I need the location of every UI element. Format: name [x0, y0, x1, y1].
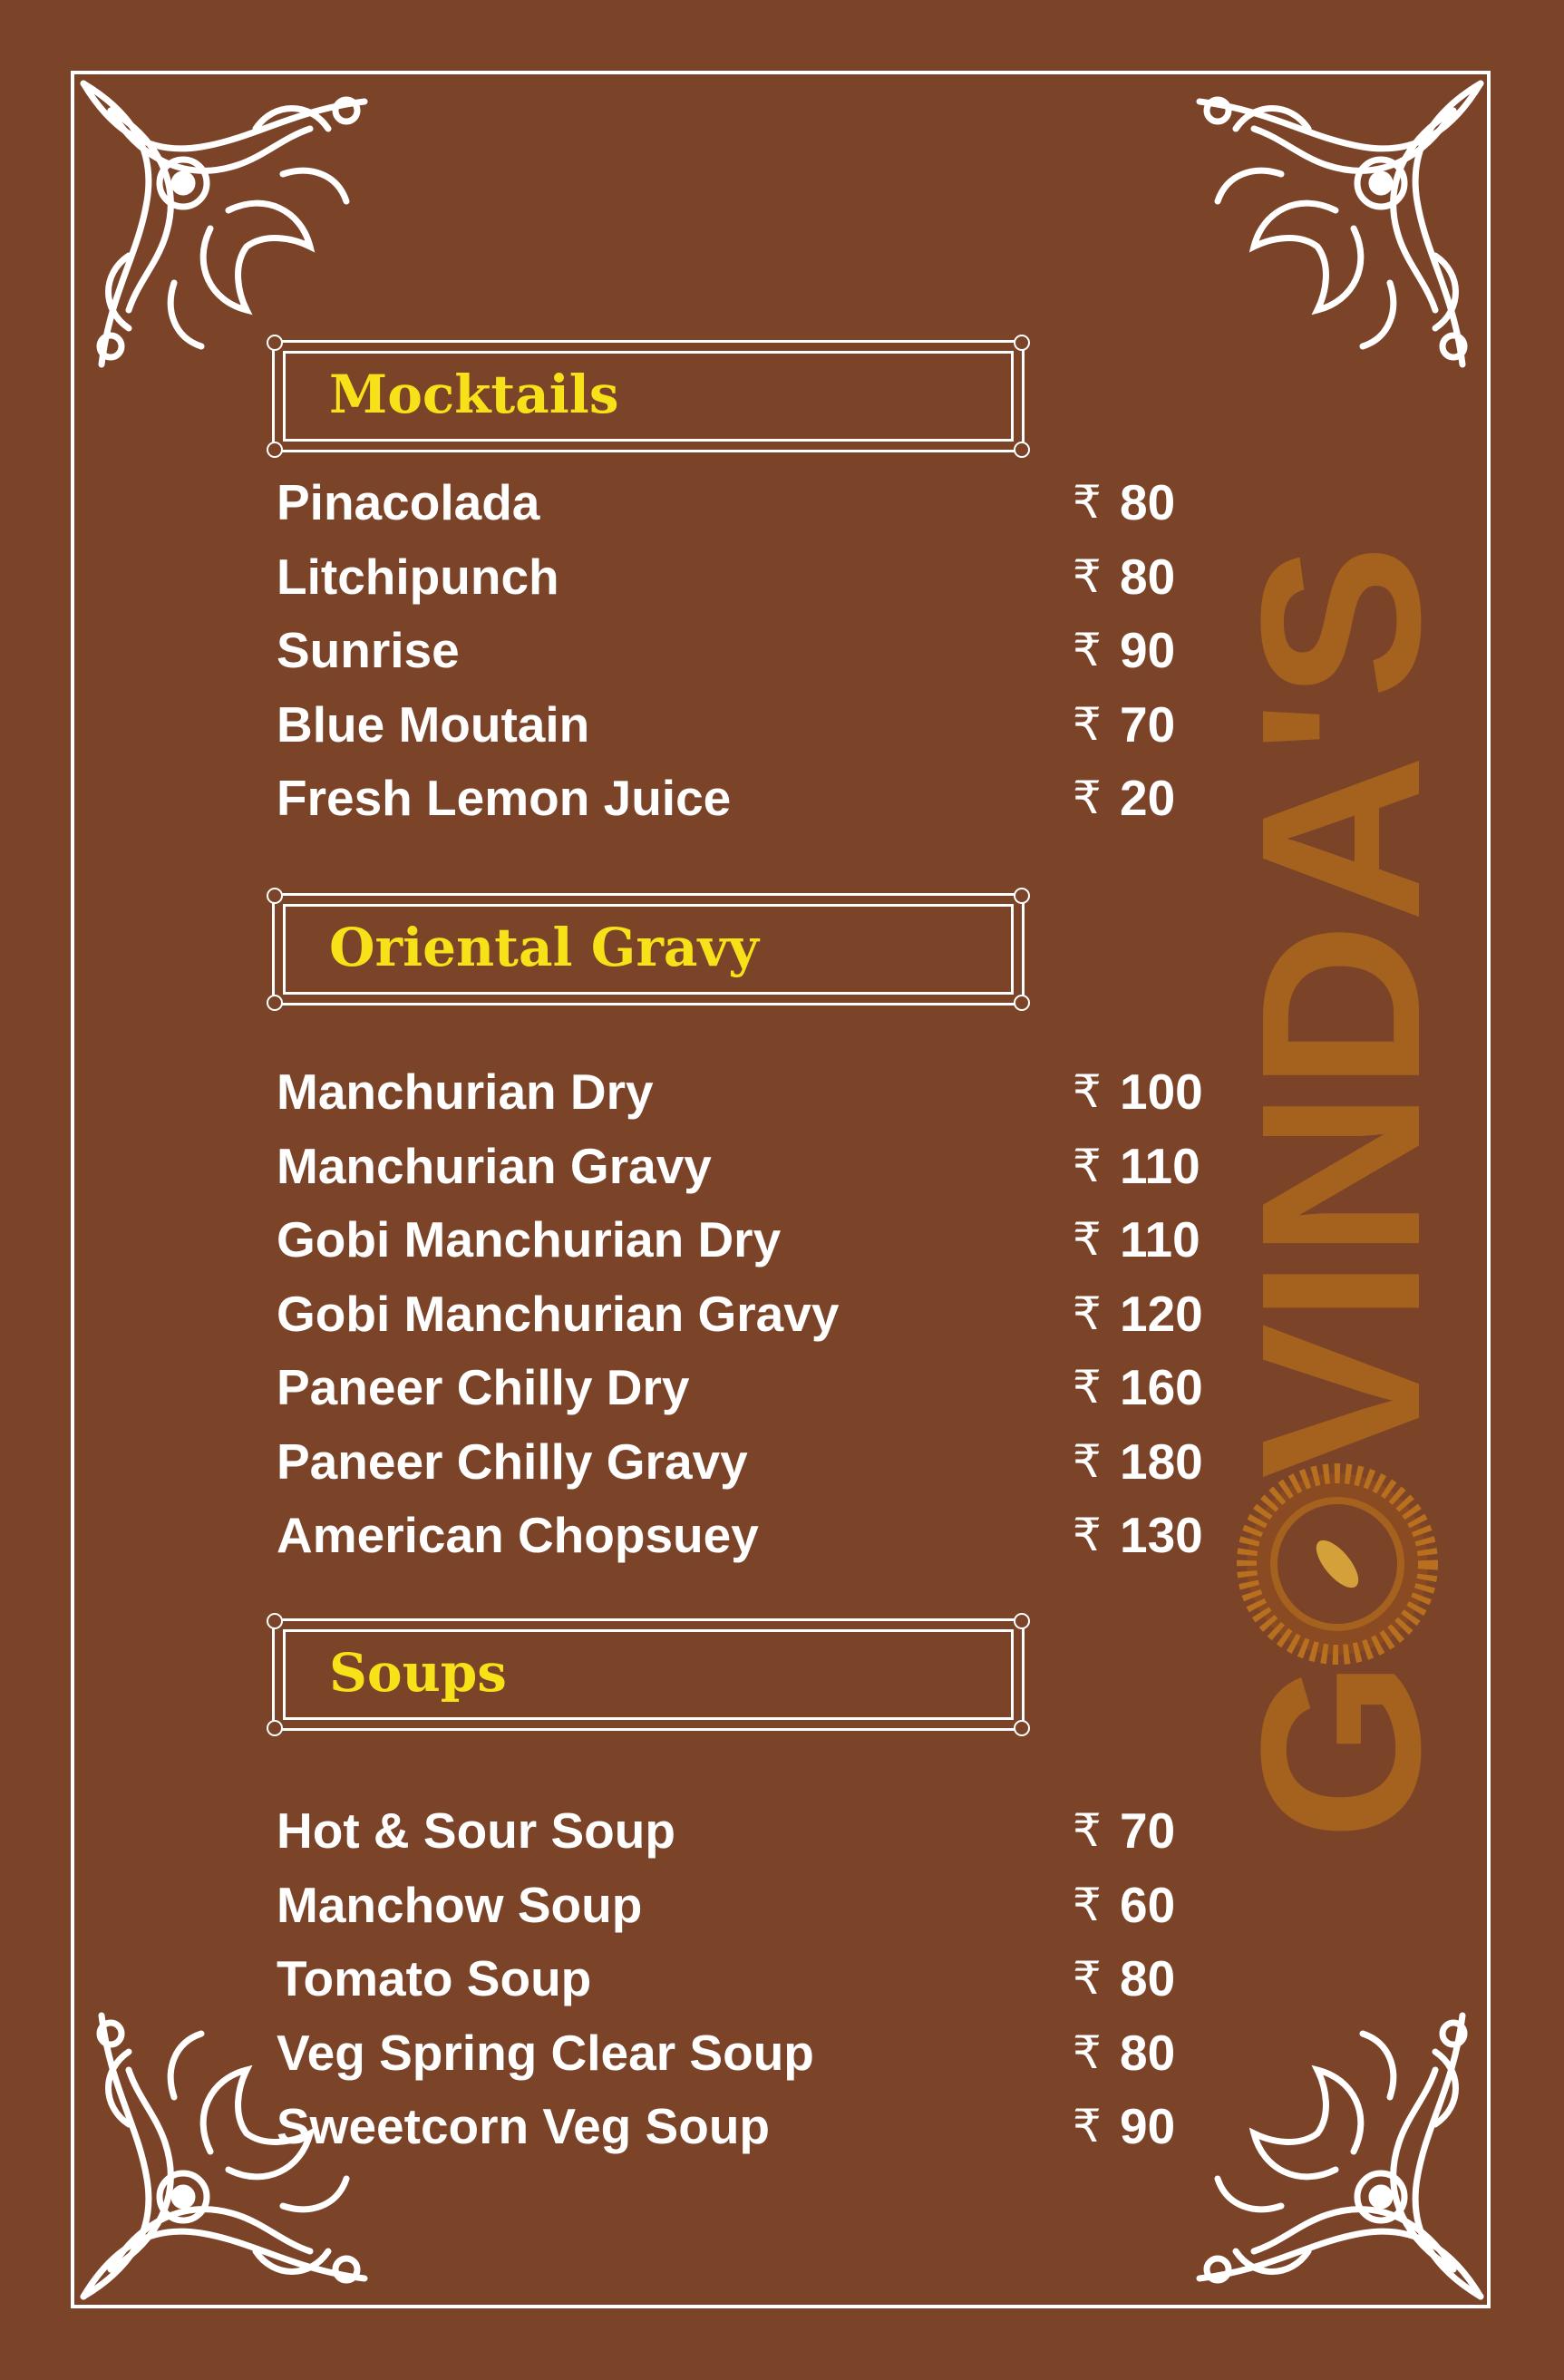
item-name: American Chopsuey — [277, 1507, 759, 1563]
menu-list-oriental-gravy — [277, 1061, 1229, 1579]
menu-item — [277, 1283, 1229, 1357]
section-title: Mocktails — [329, 364, 619, 425]
item-name: Paneer Chilly Gravy — [277, 1433, 748, 1490]
brand-watermark-text: GOVINDA'S — [1214, 578, 1467, 1841]
menu-item — [277, 1874, 1229, 1948]
rupee-icon: ₹ — [1073, 1952, 1102, 2005]
item-price: 120 — [1120, 1285, 1203, 1342]
section-title: Soups — [329, 1642, 507, 1704]
rupee-icon: ₹ — [1073, 476, 1102, 529]
item-name: Manchow Soup — [277, 1876, 643, 1933]
rupee-icon: ₹ — [1073, 2100, 1102, 2152]
item-name: Gobi Manchurian Dry — [277, 1211, 782, 1268]
menu-item — [277, 1800, 1229, 1874]
item-name: Veg Spring Clear Soup — [277, 2024, 814, 2081]
rupee-icon: ₹ — [1073, 1509, 1102, 1561]
rupee-icon: ₹ — [1073, 1287, 1102, 1340]
menu-item — [277, 1209, 1229, 1283]
item-price: 160 — [1120, 1359, 1203, 1415]
item-name: Manchurian Dry — [277, 1064, 654, 1120]
item-name: Tomato Soup — [277, 1950, 592, 2006]
menu-list-mocktails — [277, 471, 1229, 841]
menu-item — [277, 546, 1229, 620]
menu-item — [277, 767, 1229, 841]
section-heading-mocktails — [272, 340, 1025, 452]
item-name: Gobi Manchurian Gravy — [277, 1285, 840, 1342]
section-heading-oriental-gravy — [272, 893, 1025, 1005]
brand-watermark — [1214, 535, 1467, 1841]
item-price: 130 — [1120, 1507, 1203, 1563]
item-price: 20 — [1120, 770, 1176, 826]
item-name: Litchipunch — [277, 548, 559, 605]
section-heading-soups — [272, 1618, 1025, 1731]
item-name: Hot & Sour Soup — [277, 1802, 675, 1859]
menu-item — [277, 1356, 1229, 1431]
item-name: Pinacolada — [277, 474, 540, 530]
rupee-icon: ₹ — [1073, 697, 1102, 751]
section-title: Oriental Gravy — [329, 917, 759, 978]
item-name: Paneer Chilly Dry — [277, 1359, 690, 1415]
menu-item — [277, 1135, 1229, 1209]
menu-item — [277, 1431, 1229, 1505]
item-price: 70 — [1120, 1802, 1176, 1859]
rupee-icon: ₹ — [1073, 1434, 1102, 1488]
rupee-icon: ₹ — [1073, 1065, 1102, 1118]
item-price: 90 — [1120, 622, 1176, 678]
item-price: 80 — [1120, 1950, 1176, 2006]
rupee-icon: ₹ — [1073, 1213, 1102, 1266]
menu-item — [277, 1948, 1229, 2022]
menu-item — [277, 2022, 1229, 2096]
item-price: 60 — [1120, 1876, 1176, 1933]
rupee-icon: ₹ — [1073, 1139, 1102, 1192]
item-price: 180 — [1120, 1433, 1203, 1490]
item-price: 70 — [1120, 695, 1176, 753]
corner-ornament-top-right — [1163, 74, 1490, 401]
menu-list-soups — [277, 1800, 1229, 2170]
rupee-icon: ₹ — [1073, 1878, 1102, 1931]
item-price: 80 — [1120, 2024, 1176, 2081]
brand-emblem-icon — [1247, 1473, 1428, 1655]
item-name: Fresh Lemon Juice — [277, 770, 732, 826]
rupee-icon: ₹ — [1073, 772, 1102, 824]
item-name: Blue Moutain — [277, 695, 590, 753]
menu-item — [277, 2095, 1229, 2170]
item-name: Sunrise — [277, 622, 460, 678]
menu-item — [277, 471, 1229, 546]
item-name: Sweetcorn Veg Soup — [277, 2098, 771, 2154]
rupee-icon: ₹ — [1073, 549, 1102, 603]
menu-item — [277, 1504, 1229, 1579]
item-price: 110 — [1120, 1211, 1200, 1268]
item-price: 110 — [1120, 1137, 1200, 1194]
item-name: Manchurian Gravy — [277, 1137, 712, 1194]
menu-item — [277, 1061, 1229, 1135]
rupee-icon: ₹ — [1073, 1361, 1102, 1413]
rupee-icon: ₹ — [1073, 624, 1102, 676]
item-price: 80 — [1120, 474, 1176, 530]
menu-item — [277, 619, 1229, 694]
item-price: 90 — [1120, 2098, 1176, 2154]
item-price: 100 — [1120, 1064, 1203, 1120]
item-price: 80 — [1120, 548, 1176, 605]
rupee-icon: ₹ — [1073, 2025, 1102, 2079]
rupee-icon: ₹ — [1073, 1804, 1102, 1857]
menu-item — [277, 694, 1229, 768]
